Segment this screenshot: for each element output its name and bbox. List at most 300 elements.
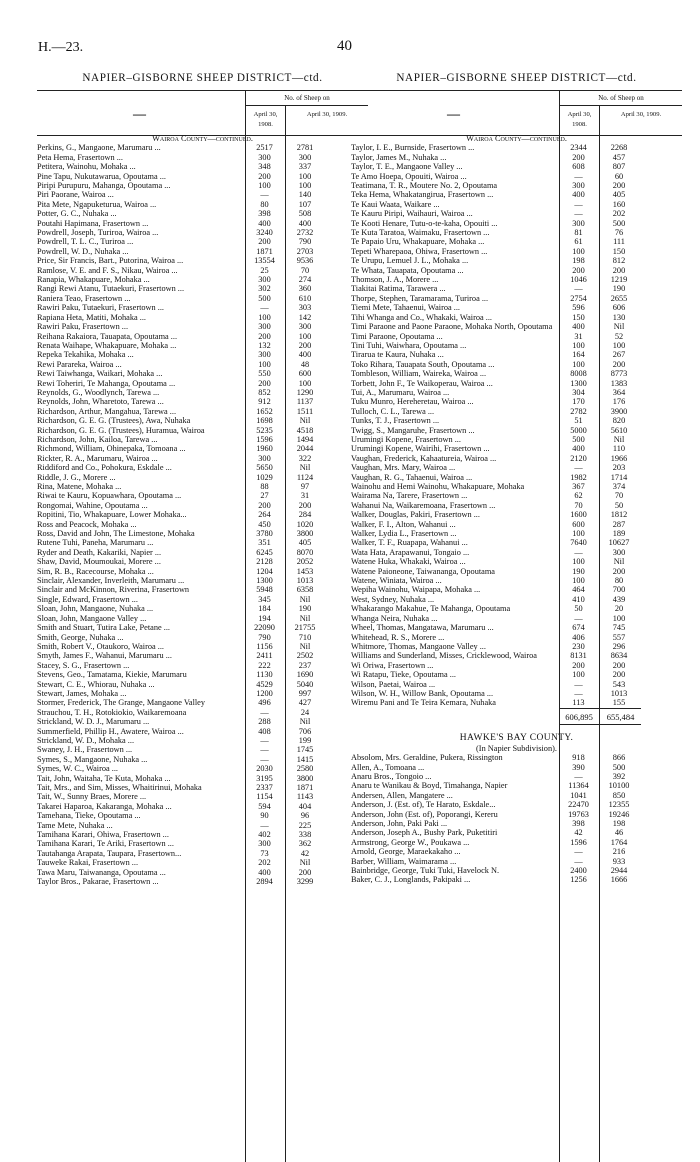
sheep-1909: 203	[612, 463, 626, 473]
table-row	[37, 792, 368, 801]
subdivision-note: (In Napier Subdivision).	[476, 743, 557, 753]
sheep-1909: 130	[612, 312, 626, 322]
owner-entry: Stacey, S. G., Frasertown ...	[37, 660, 130, 670]
table-row	[37, 228, 368, 237]
table-row	[351, 781, 682, 790]
table-row	[37, 510, 368, 519]
sheep-1909: 200	[298, 340, 312, 350]
sheep-1908: 22470	[568, 800, 589, 810]
sheep-1909: 287	[612, 519, 626, 529]
owner-entry: Shaw, David, Moumoukai, Morere ...	[37, 557, 161, 567]
owner-entry: Rina, Matene, Mohaka ...	[37, 482, 122, 492]
sheep-1909: 2944	[610, 866, 628, 876]
sheep-1908: 222	[258, 660, 271, 670]
table-row	[351, 557, 682, 566]
sheep-1908: 288	[258, 717, 271, 727]
owner-entry: Richardson, G. E. G. (Trustees), Huramua, Wairoa	[37, 425, 205, 435]
owner-entry: Baker, C. J., Longlands, Pakipaki ...	[351, 875, 471, 885]
table-row	[37, 407, 368, 416]
sheep-1909: 850	[612, 790, 626, 800]
owner-entry: Wiremu Pani and Te Teira Kemara, Nuhaka	[351, 698, 496, 708]
table-row	[37, 877, 368, 886]
sheep-1909: 812	[612, 256, 626, 266]
table-row	[37, 868, 368, 877]
sheep-1909: 200	[612, 265, 626, 275]
table-row	[351, 256, 682, 265]
sheep-1908: 500	[572, 434, 585, 444]
table-row	[37, 585, 368, 594]
sheep-1909: 100	[298, 378, 312, 388]
owner-entry: Tait, Mrs., and Sim, Misses, Whaitirinui, Mohaka	[37, 783, 202, 793]
table-row	[37, 670, 368, 679]
owner-entry: Wepiha Wainohu, Waipapa, Mohaka ...	[351, 585, 481, 595]
owner-entry: Sloan, John, Mangaone Valley ...	[37, 613, 147, 623]
column-title: NAPIER–GISBORNE SHEEP DISTRICT—ctd.	[82, 72, 323, 84]
sheep-1908: 390	[572, 762, 585, 772]
table-row	[351, 501, 682, 510]
owner-entry: Tait, John, Waitaha, Te Kuta, Mohaka ...	[37, 773, 171, 783]
sheep-1908: —	[574, 284, 583, 294]
table-row	[37, 755, 368, 764]
table-row	[351, 491, 682, 500]
sheep-1908: 2754	[570, 293, 587, 303]
owner-entry: Williams and Sunderland, Misses, Cricklewood, Wairoa	[351, 651, 537, 661]
table-row	[351, 689, 682, 698]
table-row	[37, 435, 368, 444]
owner-entry: Raniera Teao, Frasertown ...	[37, 293, 131, 303]
sheep-1909: 374	[612, 482, 626, 492]
table-row	[37, 680, 368, 689]
sheep-1909: 202	[612, 209, 626, 219]
sheep-1909: 543	[612, 679, 626, 689]
owner-entry: Teka Hema, Whakatangirua, Frasertown ...	[351, 190, 494, 200]
table-row	[351, 670, 682, 679]
sheep-1908: 100	[572, 670, 585, 680]
sheep-1908: 70	[574, 500, 583, 510]
table-row	[37, 426, 368, 435]
sheep-1909: 404	[298, 801, 312, 811]
sheep-1908: 300	[258, 453, 271, 463]
owner-entry: Rewi Parareka, Wairoa ...	[37, 359, 122, 369]
table-row	[351, 200, 682, 209]
sheep-1909: 150	[612, 246, 626, 256]
table-row	[351, 763, 682, 772]
table-row	[351, 595, 682, 604]
sheep-1909: 50	[614, 500, 624, 510]
sheep-1909: 1511	[296, 406, 314, 416]
owner-entry: Taylor, James M., Nuhaka ...	[351, 152, 447, 162]
sheep-1908: 2517	[256, 143, 273, 153]
table-row	[37, 736, 368, 745]
owner-entry: Piripi Purupuru, Mahanga, Opoutama ...	[37, 181, 171, 191]
sheep-1908: 5948	[256, 585, 273, 595]
table-row	[351, 416, 682, 425]
sheep-1908: 398	[572, 819, 585, 828]
report-reference: H.—23.	[38, 40, 84, 55]
sheep-1909: 8070	[296, 547, 314, 557]
owner-entry: Stewart, C. E., Whiorau, Nuhaka ...	[37, 679, 155, 689]
owner-entry: Richardson, John, Kailoa, Tarewa ...	[37, 434, 158, 444]
owner-entry: Tombleson, William, Waireka, Wairoa ...	[351, 369, 487, 379]
owner-entry: Andersen, Allen, Mangatere ...	[351, 790, 453, 800]
table-row	[37, 181, 368, 190]
sheep-1908: 200	[258, 237, 271, 247]
sheep-1908: —	[574, 613, 583, 623]
sheep-1908: 2030	[256, 764, 273, 774]
sheep-1908: 31	[574, 331, 583, 341]
sheep-1908: 304	[572, 387, 585, 397]
owner-entry: Armstrong, George W., Poukawa ...	[351, 837, 470, 847]
owner-entry: Strickland, W. D. J., Marumaru ...	[37, 717, 150, 727]
owner-entry: Wilson, W. H., Willow Bank, Opoutama ...	[351, 688, 494, 698]
table-row	[351, 379, 682, 388]
table-row	[37, 745, 368, 754]
owner-entry: Watene Huka, Whakaki, Wairoa ...	[351, 557, 466, 567]
sheep-1909: 1966	[610, 453, 628, 463]
owner-entry: Whakarango Makahue, Te Mahanga, Opoutama	[351, 604, 511, 614]
table-row	[37, 538, 368, 547]
owner-entry: Richmond, William, Ohinepaka, Tomoana ...	[37, 444, 186, 454]
table-row	[37, 661, 368, 670]
table-row	[37, 576, 368, 585]
table-row	[351, 585, 682, 594]
owner-entry: Ranapia, Whakapuare, Mohaka ...	[37, 275, 150, 285]
sheep-1909: 1219	[610, 275, 628, 285]
owner-entry: Teatimana, T. R., Moutere No. 2, Opoutama	[351, 181, 498, 191]
table-row	[351, 753, 682, 762]
table-row	[351, 172, 682, 181]
sheep-1909: 216	[612, 847, 626, 857]
sheep-1909: 405	[612, 190, 626, 200]
sheep-1908: 264	[258, 510, 271, 520]
sheep-1908: 5235	[256, 425, 273, 435]
owner-entry: Bainbridge, George, Tuki Tuki, Havelock N.	[351, 866, 500, 876]
owner-entry: Tait, W., Sunny Braes, Morere ...	[37, 792, 147, 802]
sheep-1909: 111	[613, 237, 625, 247]
owner-entry: Sinclair, Alexander, Inverleith, Marumaru ...	[37, 576, 185, 586]
owner-entry: Barber, William, Waimarama ...	[351, 856, 457, 866]
sheep-1909: 2655	[610, 293, 628, 303]
total-1908: 606,895	[565, 711, 593, 722]
table-row	[37, 858, 368, 867]
owner-entry: Strauchou, T. H., Rotokiokio, Waikaremoana	[37, 707, 187, 717]
sheep-1908: 496	[258, 698, 271, 708]
sheep-1909: 190	[298, 604, 312, 614]
owner-entry: Whitmore, Thomas, Mangaone Valley ...	[351, 641, 486, 651]
owner-entry: Walker, Lydia L., Frasertown ...	[351, 529, 457, 539]
owner-entry: Wilson, Paetai, Wairoa ...	[351, 679, 436, 689]
table-row	[37, 162, 368, 171]
table-row	[351, 482, 682, 491]
owner-entry: Tame Mete, Nuhaka ...	[37, 820, 113, 830]
header-dash: —	[133, 106, 146, 121]
owner-entry: Smith, Robert V., Otaukoro, Wairoa ...	[37, 641, 165, 651]
owner-entry: Sinclair and McKinnon, Riverina, Frasertown	[37, 585, 190, 595]
sheep-1908: 100	[572, 340, 585, 350]
sheep-1909: 700	[612, 585, 626, 595]
sheep-1908: 600	[572, 519, 585, 529]
sheep-1909: 338	[298, 830, 312, 840]
sheep-1909: 70	[614, 491, 624, 501]
sheep-1908: 184	[258, 604, 271, 614]
sheep-1909: 745	[612, 623, 626, 633]
table-row	[351, 567, 682, 576]
sheep-1909: Nil	[613, 434, 625, 444]
table-row	[351, 473, 682, 482]
owner-entry: Vaughan, Mrs. Mary, Wairoa ...	[351, 463, 456, 473]
sheep-1909: 1666	[610, 875, 628, 885]
sheep-1909: 2044	[296, 444, 314, 454]
sheep-1908: 345	[258, 594, 271, 604]
sheep-1909: Nil	[299, 858, 311, 868]
sheep-1909: 1690	[296, 670, 314, 680]
owner-entry: Te Amo Hoepa, Opouiti, Wairoa ...	[351, 171, 467, 181]
owner-entry: Renata Waihape, Whakapuare, Mohaka ...	[37, 340, 177, 350]
sheep-1908: 100	[258, 312, 271, 322]
column-title: NAPIER–GISBORNE SHEEP DISTRICT—ctd.	[396, 72, 637, 84]
sheep-1908: 2337	[256, 783, 273, 793]
sheep-1908: 73	[260, 848, 269, 858]
owner-entry: Tepeti Wharepaoa, Ohiwa, Frasertown ...	[351, 246, 488, 256]
table-row	[351, 661, 682, 670]
sheep-1909: 2052	[296, 557, 314, 567]
sheep-1909: 199	[298, 735, 312, 745]
sheep-1909: 392	[612, 771, 626, 781]
sheep-1908: 302	[258, 284, 271, 294]
sheep-1908: —	[260, 820, 269, 830]
table-row	[351, 303, 682, 312]
table-row	[351, 614, 682, 623]
table-row	[351, 190, 682, 199]
sheep-1909: 9536	[296, 256, 314, 266]
sheep-1909: 405	[298, 538, 312, 548]
sheep-1908: 1871	[256, 246, 273, 256]
sheep-1909: 48	[300, 359, 310, 369]
sheep-1909: 284	[298, 510, 312, 520]
sheep-1908: 300	[258, 322, 271, 332]
sheep-1908: 25	[260, 265, 269, 275]
sheep-1908: 1029	[256, 472, 273, 482]
sheep-1908: 300	[258, 839, 271, 849]
sheep-1909: 198	[612, 819, 626, 828]
table-row	[351, 510, 682, 519]
left-column	[37, 70, 368, 887]
sheep-1908: 400	[258, 867, 271, 877]
owner-entry: Richardson, Arthur, Mangahua, Tarewa ...	[37, 406, 177, 416]
owner-entry: Watene Paioneone, Taiwananga, Opoutama	[351, 566, 495, 576]
table-row	[37, 764, 368, 773]
owner-entry: Twigg, S., Mangaruhe, Frasertown ...	[351, 425, 475, 435]
owner-entry: Piri Paorane, Wairoa ...	[37, 190, 114, 200]
owner-entry: Tulloch, C. L., Tarewa ...	[351, 406, 435, 416]
table-row	[37, 172, 368, 181]
sheep-1909: 3800	[296, 773, 314, 783]
table-row	[351, 791, 682, 800]
table-row	[37, 350, 368, 359]
sheep-1908: 1600	[570, 510, 587, 520]
sheep-1908: —	[574, 856, 583, 866]
sheep-1908: 852	[258, 387, 271, 397]
table-row	[351, 772, 682, 781]
table-row	[351, 520, 682, 529]
county-heading-hawkes-bay: HAWKE'S BAY COUNTY.	[459, 732, 574, 743]
sheep-1908: 100	[258, 181, 271, 191]
table-row	[351, 548, 682, 557]
sheep-1908: 300	[258, 152, 271, 162]
owner-entry: Tini Tuhi, Waiwhara, Opoutama ...	[351, 340, 467, 350]
table-row	[37, 830, 368, 839]
owner-entry: Te Kaui Waata, Waikare ...	[351, 199, 440, 209]
sheep-1909: 400	[298, 350, 312, 360]
table-row	[351, 266, 682, 275]
table-row	[351, 350, 682, 359]
owner-entry: Tunks, T. J., Frasertown ...	[351, 416, 440, 426]
owner-entry: Rapiana Heta, Matiti, Mohaka ...	[37, 312, 146, 322]
sheep-1909: 457	[612, 152, 626, 162]
owner-entry: Anderson, J. (Est. of), Te Harato, Eskdale...	[351, 800, 496, 810]
sheep-1909: 296	[612, 641, 626, 651]
owner-entry: Walker, F. I., Alton, Wahanui ...	[351, 519, 456, 529]
header-year-1909: April 30, 1909.	[285, 106, 368, 135]
owner-entry: Sim, R. B., Racecourse, Mohaka ...	[37, 566, 154, 576]
owner-entry: Rickter, R. A., Marumaru, Wairoa ...	[37, 453, 158, 463]
sheep-1908: 200	[258, 171, 271, 181]
sheep-1908: —	[260, 190, 269, 200]
sheep-1908: 200	[572, 265, 585, 275]
header-year-1908: April 30, 1908.	[559, 106, 599, 135]
sheep-1909: Nil	[613, 557, 625, 567]
table-row	[351, 294, 682, 303]
table-row	[37, 332, 368, 341]
sheep-1909: 5040	[296, 679, 314, 689]
owner-entry: Wahanui Na, Waikaremoana, Frasertown ...	[351, 500, 496, 510]
owner-entry: Poutahi Hapimana, Frasertown ...	[37, 218, 149, 228]
table-row	[351, 435, 682, 444]
table-row	[37, 717, 368, 726]
sheep-1909: 1013	[296, 576, 314, 586]
table-row	[37, 303, 368, 312]
sheep-1908: 200	[572, 660, 585, 670]
owner-entry: Timi Paraone and Paone Paraone, Mohaka North, Opoutama	[351, 322, 553, 332]
table-row	[351, 800, 682, 809]
sheep-1909: 100	[612, 340, 626, 350]
owner-entry: Arnold, George, Maraekakaho ...	[351, 847, 461, 857]
sheep-1908: 1154	[256, 792, 273, 802]
table-row	[351, 680, 682, 689]
sheep-1908: 113	[572, 698, 585, 708]
owner-entry: Stewart, James, Mohaka ...	[37, 688, 127, 698]
owner-entry: Ramlose, V. E. and F. S., Nikau, Wairoa ...	[37, 265, 178, 275]
owner-entry: Rewi Taiwhanga, Waikari, Mohaka ...	[37, 369, 163, 379]
table-row	[351, 162, 682, 171]
sheep-1909: 933	[612, 856, 626, 866]
sheep-1909: 1143	[296, 792, 314, 802]
table-row	[37, 821, 368, 830]
sheep-1909: 1020	[296, 519, 314, 529]
county-heading: Wairoa County—continued.	[152, 134, 253, 143]
sheep-1908: 50	[574, 604, 583, 614]
owner-entry: Potter, G. C., Nuhaka ...	[37, 209, 117, 219]
sheep-1909: Nil	[299, 641, 311, 651]
owner-entry: Anaru te Wanikau & Boyd, Timahanga, Napier	[351, 781, 508, 791]
table-row	[37, 642, 368, 651]
sheep-1908: 406	[572, 632, 585, 642]
sheep-1909: 60	[614, 171, 624, 181]
owner-entry: Pita Mete, Ngapuketurua, Wairoa ...	[37, 199, 157, 209]
table-row	[37, 689, 368, 698]
owner-entry: Single, Edward, Frasertown ...	[37, 594, 138, 604]
owner-entry: Torbett, John F., Te Waikoperau, Wairoa ...	[351, 378, 493, 388]
owner-entry: Ryder and Death, Kakariki, Napier ...	[37, 547, 162, 557]
sheep-1909: 31	[300, 491, 310, 501]
table-row	[37, 783, 368, 792]
sheep-1908: 2894	[256, 877, 273, 887]
owner-entry: Thorpe, Stephen, Taramarama, Turiroa ...	[351, 293, 489, 303]
owner-entry: Price, Sir Francis, Bart., Putorina, Wairoa ...	[37, 256, 184, 266]
sheep-1908: 400	[258, 218, 271, 228]
sheep-1908: 5650	[256, 463, 273, 473]
table-row	[37, 463, 368, 472]
owner-entry: Wi Ratapu, Tieke, Opoutama ...	[351, 670, 456, 680]
table-row	[37, 595, 368, 604]
sheep-1908: 194	[258, 613, 271, 623]
sheep-1908: 170	[572, 397, 585, 407]
sheep-1909: 807	[612, 162, 626, 172]
table-row	[351, 857, 682, 866]
owner-entry: Te Urupu, Lemuel J. L., Mohaka ...	[351, 256, 469, 266]
table-row	[351, 875, 682, 884]
owner-entry: Allen, A., Tomoana ...	[351, 762, 425, 772]
table-row	[37, 614, 368, 623]
sheep-1909: 866	[612, 753, 626, 763]
sheep-1908: 202	[258, 858, 271, 868]
owner-entry: Swaney, J. H., Frasertown ...	[37, 745, 133, 755]
sheep-1909: 362	[298, 839, 312, 849]
sheep-1909: 267	[612, 350, 626, 360]
sheep-1908: 100	[572, 557, 585, 567]
sheep-1909: 97	[300, 482, 310, 492]
sheep-1909: 200	[298, 500, 312, 510]
table-row	[351, 397, 682, 406]
sheep-1909: 100	[298, 181, 312, 191]
sheep-1909: 1415	[296, 754, 314, 764]
table-row	[37, 651, 368, 660]
owner-entry: Petitera, Wainohu, Mohaka ...	[37, 162, 136, 172]
owner-entry: Sloan, John, Mangaone, Nuhaka ...	[37, 604, 154, 614]
owner-entry: Powdrell, W. D., Nuhaka ...	[37, 246, 129, 256]
sheep-1909: 2732	[296, 228, 314, 238]
header-sheep-count: No. of Sheep on	[559, 91, 682, 106]
sheep-1908: 100	[572, 359, 585, 369]
sheep-1908: —	[260, 735, 269, 745]
sheep-1908: —	[260, 707, 269, 717]
owner-entry: Wairama Na, Tarere, Frasertown ...	[351, 491, 468, 501]
sheep-1909: Nil	[299, 416, 311, 426]
sheep-1908: 1698	[256, 416, 273, 426]
sheep-1908: 1041	[570, 790, 587, 800]
sheep-1909: 200	[612, 660, 626, 670]
sheep-1909: 24	[300, 707, 310, 717]
owner-entry: Reihana Rakaiora, Tauapata, Opoutama ...	[37, 331, 178, 341]
sheep-1908: 2344	[570, 143, 587, 153]
table-row	[37, 557, 368, 566]
owner-entry: Taylor Bros., Pakarae, Frasertown ...	[37, 877, 159, 887]
sheep-1909: 2703	[296, 246, 314, 256]
table-body	[37, 134, 368, 886]
table-row	[37, 708, 368, 717]
owner-entry: Peta Hema, Frasertown ...	[37, 152, 123, 162]
sheep-1908: 400	[572, 322, 585, 332]
